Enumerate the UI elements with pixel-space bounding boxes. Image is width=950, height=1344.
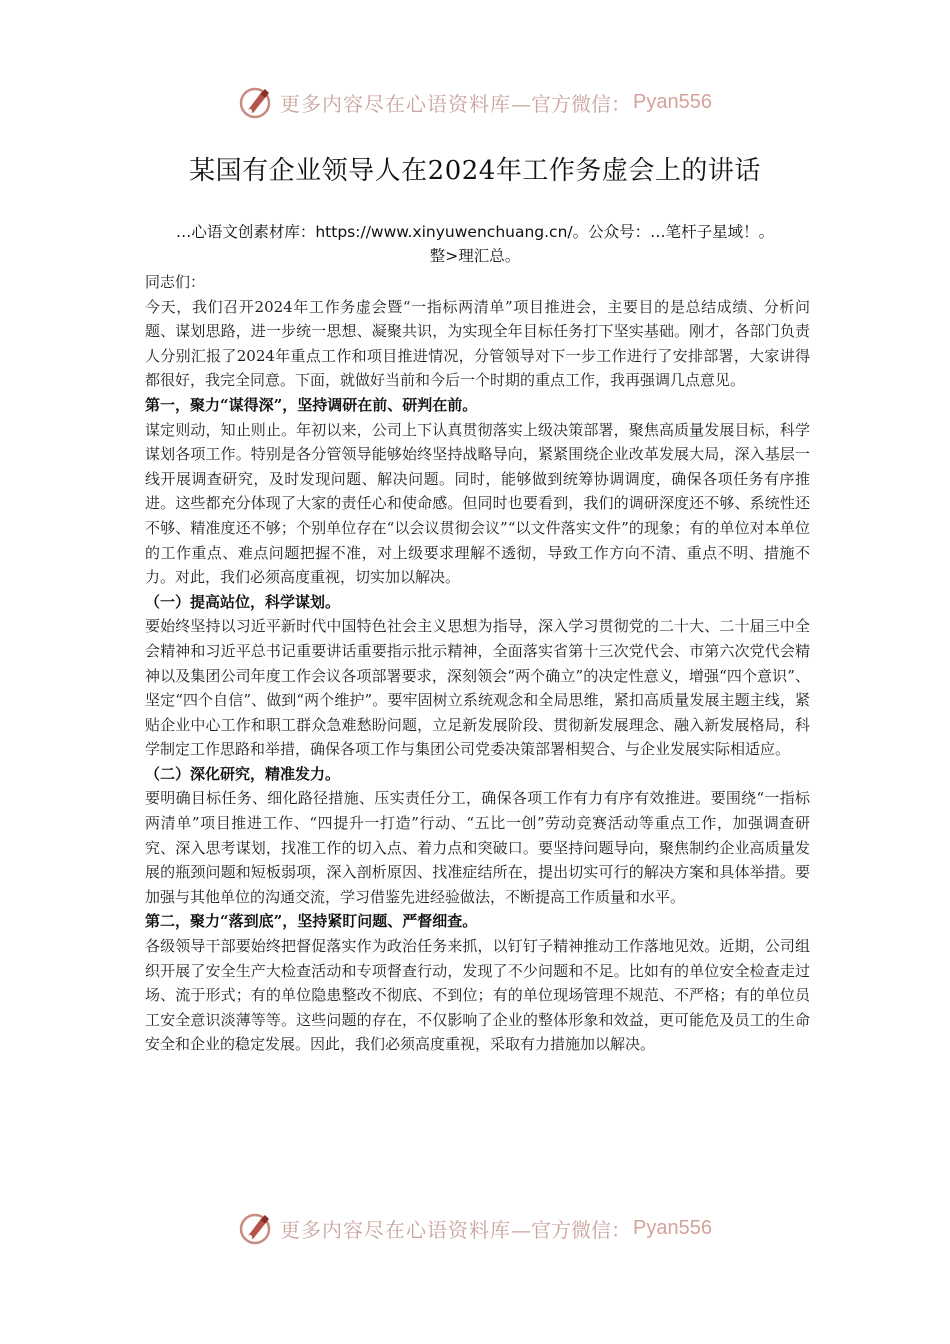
header-watermark-banner[interactable] [0,82,950,122]
banner-text: 更多内容尽在心语资料库 [280,91,512,116]
subsection-heading: （一）提高站位，科学谋划。 [145,592,341,611]
source-note-line-1: …心语文创素材库：https://www.xinyuwenchuang.cn/。公众号：…笔杆子星域！。 [175,223,775,241]
document-title: 某国有企业领导人在2024年工作务虚会上的讲话 [189,156,761,186]
body-paragraph: 今天，我们召开2024年工作务虚会暨“一指标两清单”项目推进会，主要目的是总结成绩、分析问题、谋划思路，进一步统一思想、凝聚共识，为实现全年目标任务打下坚实基础。刚才，各部门负责人分别汇报了2024年重点工作和项目推进情况，分管领导对下一步工作进行了安排部署，大家讲得都很好，我完全同意。下面，就做好当前和今后一个时期的重点工作，我再强调几点意见。 [145,297,810,390]
subsection-heading: （二）深化研究，精准发力。 [145,764,341,783]
banner-wechat-id: Pyan556 [633,90,712,113]
pen-nib-logo-icon [238,84,274,120]
salutation: 同志们： [145,273,206,291]
document-body [145,270,810,1057]
banner-separator: —官方微信： [511,1217,632,1242]
section-heading: 第二，聚力“落到底”，坚持紧盯问题、严督细查。 [145,912,478,931]
banner-separator: —官方微信： [511,91,632,116]
banner-text: 更多内容尽在心语资料库 [280,1217,512,1242]
section-heading: 第一，聚力“谋得深”，坚持调研在前、研判在前。 [145,395,478,414]
body-paragraph: 各级领导干部要始终把督促落实作为政治任务来抓，以钉钉子精神推动工作落地见效。近期，公司组织开展了安全生产大检查活动和专项督查行动，发现了不少问题和不足。比如有的单位安全检查走过场、流于形式；有的单位隐患整改不彻底、不到位；有的单位现场管理不规范、不严格；有的单位员工安全意识淡薄等等。这些问题的存在，不仅影响了企业的整体形象和效益，更可能危及员工的生命安全和企业的稳定发展。因此，我们必须高度重视，采取有力措施加以解决。 [145,937,810,1054]
footer-watermark-banner[interactable] [0,1208,950,1248]
body-paragraph: 要始终坚持以习近平新时代中国特色社会主义思想为指导，深入学习贯彻党的二十大、二十届三中全会精神和习近平总书记重要讲话重要指示批示精神，全面落实省第十三次党代会、市第六次党代会精神以及集团公司年度工作会议各项部署要求，深刻领会“两个确立”的决定性意义，增强“四个意识”、坚定“四个自信”、做到“两个维护”。要牢固树立系统观念和全局思维，紧扣高质量发展主题主线，紧贴企业中心工作和职工群众急难愁盼问题，立足新发展阶段、贯彻新发展理念、融入新发展格局，科学制定工作思路和举措，确保各项工作与集团公司党委决策部署相契合、与企业发展实际相适应。 [145,617,810,759]
banner-wechat-id: Pyan556 [633,1216,712,1239]
pen-nib-logo-icon [238,1210,274,1246]
body-paragraph: 要明确目标任务、细化路径措施、压实责任分工，确保各项工作有力有序有效推进。要围绕“一指标两清单”项目推进工作、“四提升一打造”行动、“五比一创”劳动竞赛活动等重点工作，加强调查研究、深入思考谋划，找准工作的切入点、着力点和突破口。要坚持问题导向，聚焦制约企业高质量发展的瓶颈问题和短板弱项，深入剖析原因、找准症结所在，提出切实可行的解决方案和具体举措。要加强与其他单位的沟通交流，学习借鉴先进经验做法，不断提高工作质量和水平。 [145,789,810,906]
source-note [120,220,830,268]
source-note-line-2: 整>理汇总。 [429,247,521,265]
body-paragraph: 谋定则动，知止则止。年初以来，公司上下认真贯彻落实上级决策部署，聚焦高质量发展目标，科学谋划各项工作。特别是各分管领导能够始终坚持战略导向，紧紧围绕企业改革发展大局，深入基层一线开展调查研究，及时发现问题、解决问题。同时，能够做到统筹协调调度，确保各项任务有序推进。这些都充分体现了大家的责任心和使命感。但同时也要看到，我们的调研深度还不够、系统性还不够、精准度还不够；个别单位存在“以会议贯彻会议”“以文件落实文件”的现象；有的单位对本单位的工作重点、难点问题把握不准，对上级要求理解不透彻，导致工作方向不清、重点不明、措施不力。对此，我们必须高度重视，切实加以解决。 [145,420,810,587]
